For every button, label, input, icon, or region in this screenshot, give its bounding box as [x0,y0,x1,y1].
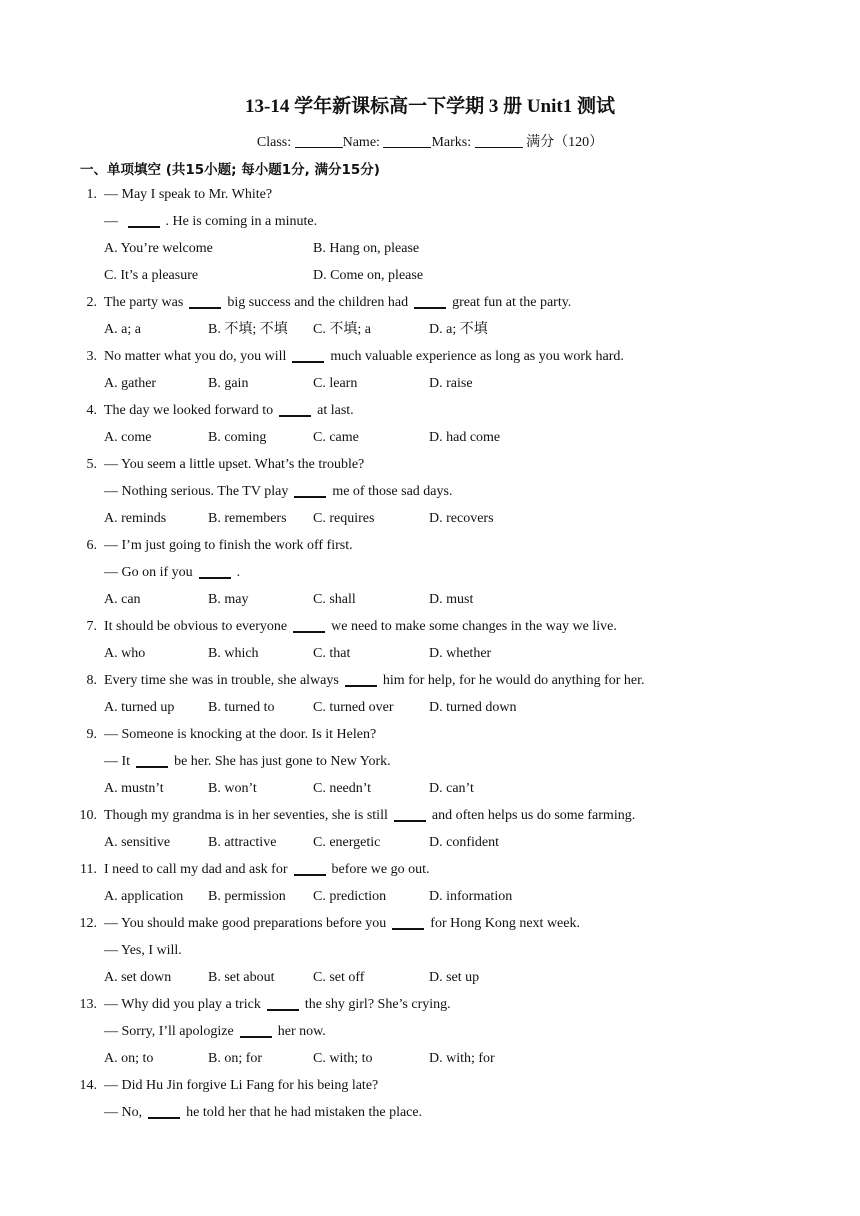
marks-label: Marks: [431,135,472,150]
question-text [104,995,451,1015]
question-text [104,293,571,313]
answer-blank[interactable] [199,565,231,579]
answer-blank[interactable] [189,295,221,309]
question-text-before: — May I speak to Mr. White? [104,187,273,202]
question-text [104,347,624,367]
question-text-before: — I’m just going to finish the work off first. [104,538,353,553]
question-text-before: — Someone is knocking at the door. Is it Helen? [104,727,377,742]
answer-option[interactable]: A. who [104,646,146,661]
class-blank[interactable] [295,133,343,148]
question-number: 7. [86,619,97,634]
question-number: 13. [79,997,97,1012]
question-text [104,482,452,502]
answer-option[interactable]: C. came [313,430,359,445]
question-text [104,617,617,637]
question-text-after: before we go out. [331,862,430,877]
question-number: 3. [86,349,97,364]
question-text-before: Though my grandma is in her seventies, she is still [104,808,388,823]
question-number: 6. [86,538,97,553]
section-title: 一、单项填空 (共15小题; 每小题1分, 满分15分) [80,162,380,178]
answer-blank[interactable] [267,997,299,1011]
question-text-before: — [104,214,122,229]
question-text [104,1103,422,1123]
page-title: 13-14 学年新课标高一下学期 3 册 Unit1 测试 [245,96,615,117]
answer-option[interactable]: D. information [429,889,513,904]
question-text [104,860,429,880]
question-text-before: — Go on if you [104,565,193,580]
question-text-after: we need to make some changes in the way we live. [331,619,617,634]
answer-option[interactable]: A. gather [104,376,157,391]
answer-blank[interactable] [394,808,426,822]
answer-option[interactable]: B. turned to [208,700,275,715]
question-text-before: — Why did you play a trick [104,997,261,1012]
question-text [104,563,240,583]
answer-option[interactable]: A. can [104,592,141,607]
question-text-after: for Hong Kong next week. [430,916,580,931]
question-text-after: at last. [317,403,354,418]
student-info-line [0,131,860,151]
question-text-before: No matter what you do, you will [104,349,287,364]
question-text-after: her now. [277,1024,326,1039]
answer-option[interactable]: A. a; a [104,322,141,337]
question-text-before: I need to call my dad and ask for [104,862,288,877]
question-text-before: — You should make good preparations before you [104,916,387,931]
answer-option[interactable]: C. requires [313,511,375,526]
answer-option[interactable]: A. application [104,889,184,904]
answer-option[interactable]: C. set off [313,970,365,985]
answer-option[interactable]: D. Come on, please [313,268,424,283]
question-number: 4. [86,403,97,418]
question-text-after: me of those sad days. [332,484,453,499]
question-text [104,914,580,934]
answer-option[interactable]: C. learn [313,376,358,391]
answer-option[interactable]: C. 不填; a [313,322,371,337]
question-text [104,725,376,745]
question-text [104,536,353,556]
question-text-after: . He is coming in a minute. [165,214,318,229]
answer-option[interactable]: B. won’t [208,781,257,796]
question-text [104,671,645,691]
question-text [104,401,354,421]
answer-option[interactable]: C. needn’t [313,781,372,796]
answer-option[interactable]: A. come [104,430,152,445]
question-text-after: the shy girl? She’s crying. [304,997,451,1012]
answer-blank[interactable] [293,619,325,633]
answer-blank[interactable] [392,916,424,930]
question-text-mid: big success and the children had [227,295,409,310]
question-text-after: great fun at the party. [452,295,572,310]
answer-blank[interactable] [128,214,160,228]
answer-option[interactable]: C. It’s a pleasure [104,268,199,283]
answer-option[interactable]: A. turned up [104,700,175,715]
question-number: 1. [86,187,97,202]
question-text-before: — No, [104,1105,143,1120]
answer-option[interactable]: B. set about [208,970,275,985]
question-text [104,752,391,772]
question-number: 14. [79,1078,97,1093]
question-number: 9. [86,727,97,742]
question-number: 12. [79,916,97,931]
question-text [104,1022,326,1042]
answer-blank[interactable] [240,1024,272,1038]
answer-option[interactable]: D. must [429,592,474,607]
answer-blank[interactable] [148,1105,180,1119]
answer-option[interactable]: D. had come [429,430,501,445]
answer-blank[interactable] [294,484,326,498]
question-text-after: he told her that he had mistaken the place. [186,1105,423,1120]
question-text [104,455,364,475]
answer-option[interactable]: B. which [208,646,259,661]
answer-option[interactable]: C. prediction [313,889,387,904]
answer-option[interactable]: A. set down [104,970,172,985]
answer-option[interactable]: B. on; for [208,1051,263,1066]
answer-option[interactable]: D. a; 不填 [429,322,488,337]
answer-blank[interactable] [279,403,311,417]
answer-blank[interactable] [414,295,446,309]
question-text-after: be her. She has just gone to New York. [174,754,391,769]
question-text-before: — Did Hu Jin forgive Li Fang for his being late? [104,1078,379,1093]
answer-option[interactable]: B. may [208,592,249,607]
answer-option[interactable]: A. on; to [104,1051,154,1066]
answer-option[interactable]: D. turned down [429,700,517,715]
answer-option[interactable]: D. with; for [429,1051,495,1066]
question-text-after: and often helps us do some farming. [431,808,636,823]
question-number: 2. [86,295,97,310]
answer-blank[interactable] [292,349,324,363]
answer-option[interactable]: B. Hang on, please [313,241,420,256]
question-text-after: him for help, for he would do anything for her. [382,673,645,688]
question-text-before: — It [104,754,131,769]
question-text-before: The day we looked forward to [104,403,274,418]
answer-option[interactable]: A. sensitive [104,835,171,850]
answer-option[interactable]: B. gain [208,376,249,391]
question-text-before: — You seem a little upset. What’s the trouble? [104,457,365,472]
answer-option[interactable]: D. set up [429,970,480,985]
answer-option[interactable]: B. remembers [208,511,287,526]
name-label: Name: [342,135,380,150]
name-blank[interactable] [383,133,431,148]
answer-option[interactable]: C. shall [313,592,356,607]
question-text-after: much valuable experience as long as you work hard. [330,349,624,364]
answer-option[interactable]: C. with; to [313,1051,373,1066]
answer-option[interactable]: A. You’re welcome [104,241,213,256]
answer-option[interactable]: C. that [313,646,351,661]
answer-blank[interactable] [136,754,168,768]
question-text [104,185,272,205]
answer-blank[interactable] [345,673,377,687]
question-number: 8. [86,673,97,688]
question-text-before: The party was [104,295,184,310]
question-text [104,1076,378,1096]
question-text-before: — Yes, I will. [104,943,182,958]
answer-option[interactable]: A. reminds [104,511,167,526]
answer-option[interactable]: D. raise [429,376,473,391]
answer-option[interactable]: C. turned over [313,700,394,715]
question-text-before: — Sorry, I’ll apologize [104,1024,234,1039]
answer-blank[interactable] [294,862,326,876]
question-text-before: It should be obvious to everyone [104,619,288,634]
question-number: 5. [86,457,97,472]
question-number: 10. [79,808,97,823]
question-text-after: . [236,565,241,580]
full-marks: 满分（120） [526,135,604,150]
answer-option[interactable]: B. coming [208,430,267,445]
answer-option[interactable]: B. attractive [208,835,277,850]
question-number: 11. [80,862,97,877]
answer-option[interactable]: D. whether [429,646,492,661]
class-label: Class: [256,135,292,150]
answer-option[interactable]: C. energetic [313,835,381,850]
question-text [104,212,317,232]
answer-option[interactable]: D. confident [429,835,499,850]
answer-option[interactable]: B. 不填; 不填 [208,322,288,337]
answer-option[interactable]: D. can’t [429,781,474,796]
answer-option[interactable]: D. recovers [429,511,494,526]
answer-option[interactable]: A. mustn’t [104,781,164,796]
marks-blank[interactable] [475,133,523,148]
question-text [104,806,635,826]
question-text-before: Every time she was in trouble, she always [104,673,339,688]
answer-option[interactable]: B. permission [208,889,286,904]
question-text [104,941,182,961]
question-text-before: — Nothing serious. The TV play [104,484,289,499]
